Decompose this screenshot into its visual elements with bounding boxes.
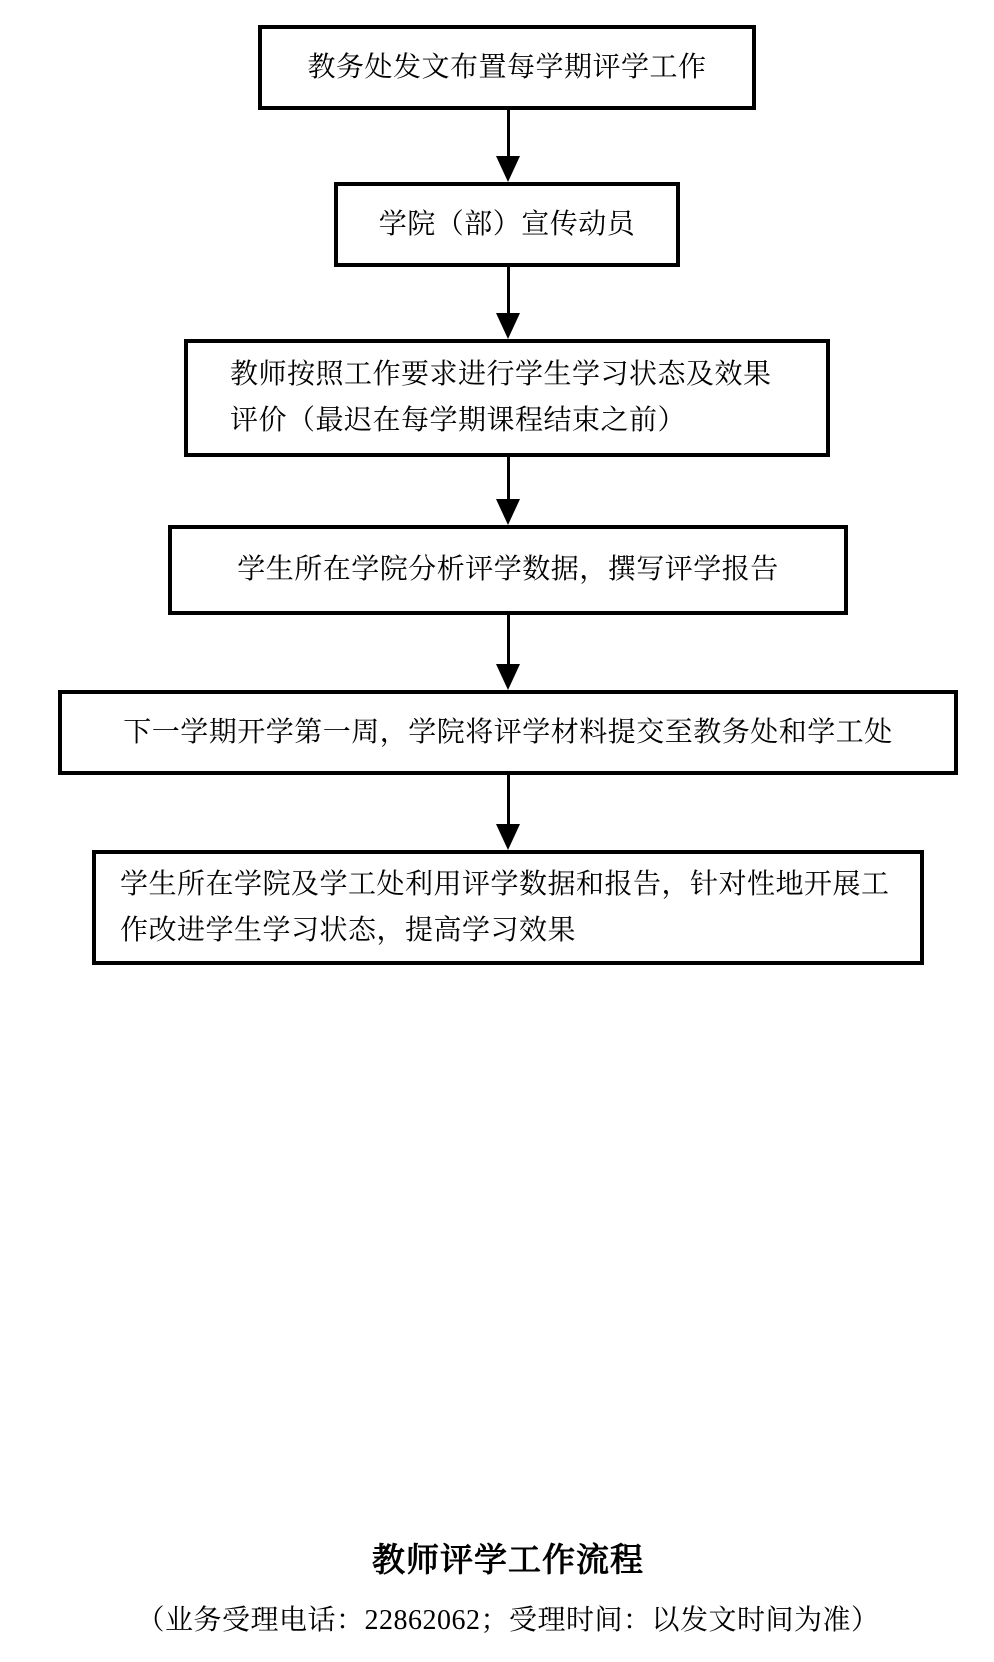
flow-connector-2	[496, 267, 520, 339]
arrow-shaft	[507, 267, 510, 313]
arrow-shaft	[507, 110, 510, 156]
arrow-down-icon	[496, 313, 520, 339]
step-label: 下一学期开学第一周，学院将评学材料提交至教务处和学工处	[123, 716, 893, 748]
flow-connector-3	[496, 457, 520, 525]
step-box-college-mobilization	[334, 182, 680, 267]
step-label: 教务处发文布置每学期评学工作	[307, 51, 707, 83]
arrow-down-icon	[496, 664, 520, 690]
arrow-down-icon	[496, 156, 520, 182]
arrow-shaft	[507, 457, 510, 499]
flow-connector-5	[496, 775, 520, 850]
step-label: 学生所在学院分析评学数据，撰写评学报告	[237, 554, 779, 585]
flowchart-footnote: （业务受理电话：22862062；受理时间：以发文时间为准）	[136, 1605, 880, 1636]
step-box-issue-notice	[258, 25, 756, 110]
step-box-submit-materials	[58, 690, 958, 775]
step-label: 学院（部）宣传动员	[378, 208, 636, 240]
arrow-down-icon	[496, 824, 520, 850]
step-label: 教师按照工作要求进行学生学习状态及效果评价（最迟在每学期课程结束之前）	[230, 359, 772, 436]
step-label: 学生所在学院及学工处利用评学数据和报告，针对性地开展工作改进学生学习状态，提高学习效果	[120, 868, 890, 946]
step-box-use-data-improve	[92, 850, 924, 965]
step-box-college-analysis-report	[168, 525, 848, 615]
arrow-shaft	[507, 615, 510, 664]
flow-connector-4	[496, 615, 520, 690]
flow-connector-1	[496, 110, 520, 182]
flowchart-title: 教师评学工作流程	[372, 1543, 644, 1579]
step-box-teacher-evaluation	[184, 339, 830, 457]
arrow-down-icon	[496, 499, 520, 525]
arrow-shaft	[507, 775, 510, 824]
